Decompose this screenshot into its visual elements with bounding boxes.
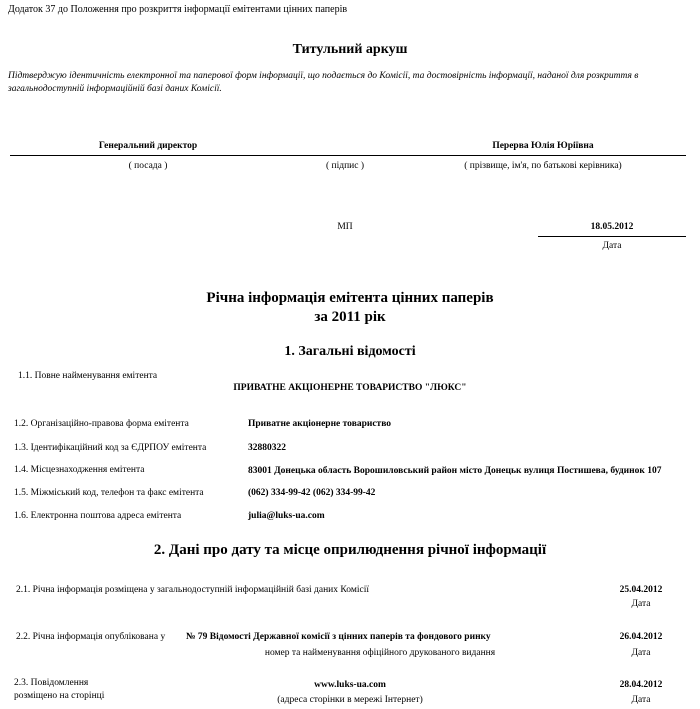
title-page-heading: Титульний аркуш <box>292 42 408 57</box>
row-label: розміщено на сторінці <box>14 691 105 701</box>
publication-date: 26.04.2012 <box>619 632 663 642</box>
database-date: 25.04.2012 <box>619 585 663 595</box>
row-label: 1.1. Повне найменування емітента <box>18 371 158 381</box>
signing-date: 18.05.2012 <box>590 222 634 232</box>
stamp-mark: МП <box>337 222 353 232</box>
website-caption: (адреса сторінки в мережі Інтернет) <box>277 695 423 705</box>
row-label: 2.2. Річна інформація опублікована у <box>16 632 166 642</box>
report-title: Річна інформація емітента цінних паперів <box>206 290 494 306</box>
website-date: 28.04.2012 <box>619 680 663 690</box>
confirmation-text: Підтверджую ідентичність електронної та паперової форм інформації, що подається до Комісії, та достовірність інформації, наданої для розкриття в загальнодоступній інформаційній базі даних Комісії. <box>8 71 639 94</box>
date-line <box>538 236 686 237</box>
issuer-email: julia@luks-ua.com <box>248 511 325 521</box>
section1-heading: 1. Загальні відомості <box>284 344 416 359</box>
date-caption: Дата <box>631 695 651 705</box>
signature-caption: ( підпис ) <box>325 161 365 171</box>
section2-heading: 2. Дані про дату та місце оприлюднення річної інформації <box>153 542 547 558</box>
row-label: 1.3. Ідентифікаційний код за ЄДРПОУ емітента <box>14 443 207 453</box>
publication-name: № 79 Відомості Державної комісії з цінних паперів та фондового ринку <box>186 632 491 642</box>
name-caption: ( прізвище, ім'я, по батькові керівника) <box>464 161 622 171</box>
row-label: 2.3. Повідомлення <box>14 678 89 688</box>
row-label: 1.4. Місцезнаходження емітента <box>14 465 145 475</box>
issuer-full-name: ПРИВАТНЕ АКЦІОНЕРНЕ ТОВАРИСТВО "ЛЮКС" <box>233 383 467 393</box>
website-address: www.luks-ua.com <box>314 680 386 690</box>
edrpou-code: 32880322 <box>248 443 286 453</box>
appendix-note: Додаток 37 до Положення про розкриття інформації емітентами цінних паперів <box>8 4 348 15</box>
date-caption: Дата <box>631 599 651 609</box>
date-caption: Дата <box>631 648 651 658</box>
report-year: за 2011 рік <box>314 309 386 325</box>
legal-form: Приватне акціонерне товариство <box>248 419 392 429</box>
date-caption: Дата <box>602 241 622 251</box>
position-caption: ( посада ) <box>128 161 168 171</box>
position-value: Генеральний директор <box>98 141 198 151</box>
signature-line <box>10 155 686 156</box>
phone-fax: (062) 334-99-42 (062) 334-99-42 <box>248 488 376 498</box>
row-label: 2.1. Річна інформація розміщена у загальнодоступній інформаційній базі даних Комісії <box>16 585 369 595</box>
director-name: Перерва Юлія Юріївна <box>492 141 594 151</box>
row-label: 1.2. Організаційно-правова форма емітента <box>14 419 189 429</box>
publication-caption: номер та найменування офіційного друкованого видання <box>264 648 496 658</box>
row-label: 1.6. Електронна поштова адреса емітента <box>14 511 182 521</box>
row-label: 1.5. Міжміський код, телефон та факс емітента <box>14 488 204 498</box>
issuer-address: 83001 Донецька область Ворошиловський район місто Донецьк вулиця Постишева, будинок 107 <box>248 466 662 476</box>
